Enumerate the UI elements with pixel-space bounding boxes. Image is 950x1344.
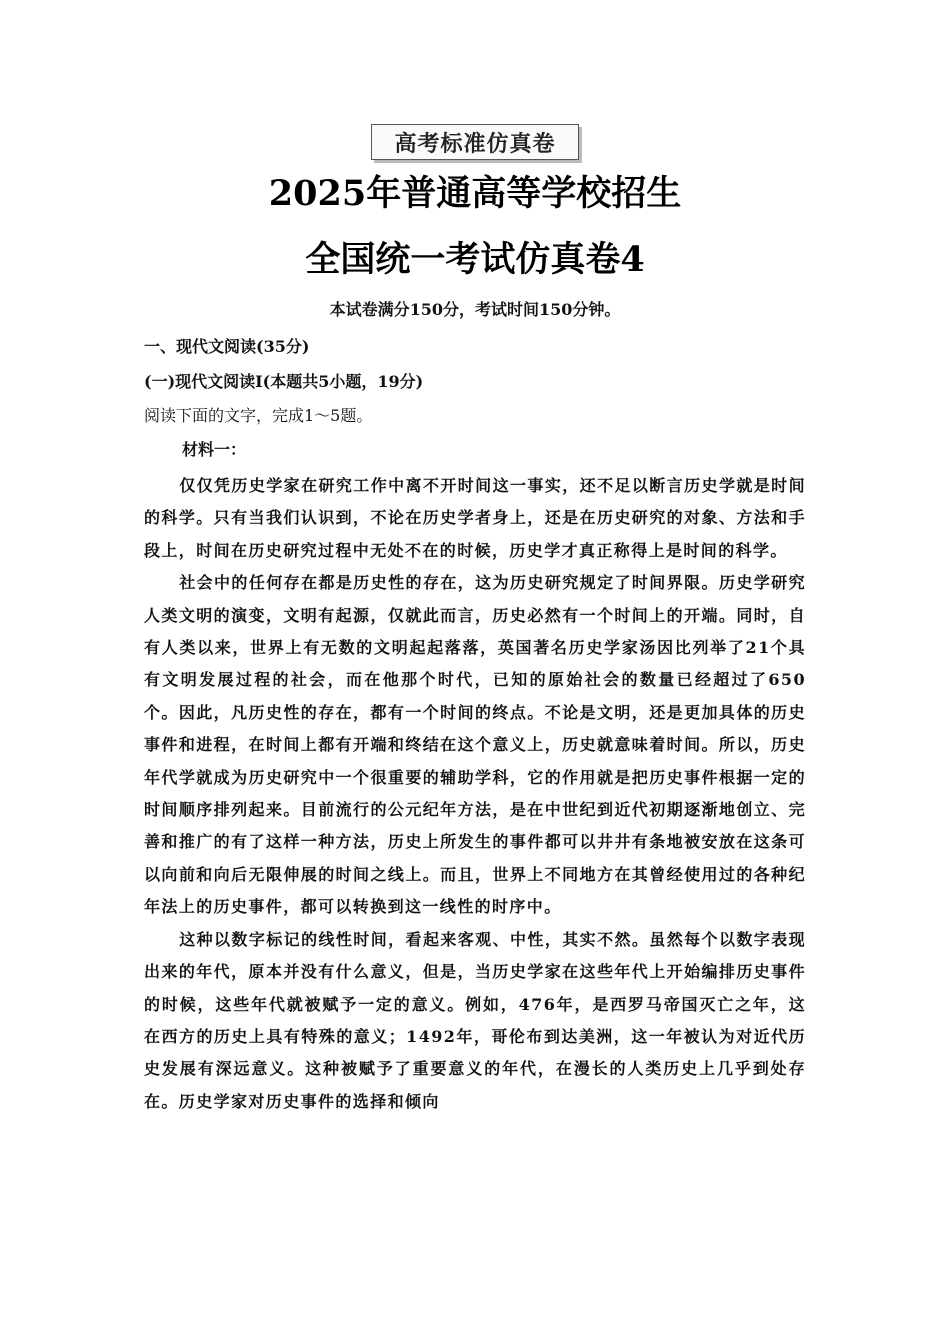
subsection-heading: (一)现代文阅读Ⅰ(本题共5小题，19分) — [144, 372, 424, 391]
paragraph-2: 社会中的任何存在都是历史性的存在，这为历史研究规定了时间界限。历史学研究人类文明的演变，文明有起源，仅就此而言，历史必然有一个时间上的开端。同时，自有人类以来，世界上有无数的文明起起落落，英国著名历史学家汤因比列举了21个具有文明发展过程的社会，而在他那个时代，已知的原始社会的数量已经超过了650个。因此，凡历史性的存在，都有一个时间的终点。不论是文明，还是更加具体的历史事件和进程，在时间上都有开端和终结在这个意义上，历史就意味着时间。所以，历史年代学就成为历史研究中一个很重要的辅助学科，它的作用就是把历史事件根据一定的时间顺序排列起来。目前流行的公元纪年方法，是在中世纪到近代初期逐渐地创立、完善和推广的有了这样一种方法，历史上所发生的事件都可以井井有条地被安放在这条可以向前和向后无限伸展的时间之线上。而且，世界上不同地方在其曾经使用过的各种纪年法上的历史事件，都可以转换到这一线性的时序中。 — [144, 573, 806, 917]
exam-title-line2: 全国统一考试仿真卷4 — [305, 239, 645, 280]
reading-passage — [144, 470, 806, 1118]
exam-title-line1: 2025年普通高等学校招生 — [268, 173, 682, 214]
paragraph-1: 仅仅凭历史学家在研究工作中离不开时间这一事实，还不足以断言历史学就是时间的科学。只有当我们认识到，不论在历史学者身上，还是在历史研究的对象、方法和手段上，时间在历史研究过程中无处不在的时候，历史学才真正称得上是时间的科学。 — [144, 476, 806, 560]
reading-instruction: 阅读下面的文字，完成1～5题。 — [144, 406, 373, 425]
material-label: 材料一： — [182, 440, 247, 459]
exam-instructions: 本试卷满分150分，考试时间150分钟。 — [329, 300, 621, 319]
section-heading: 一、现代文阅读(35分) — [144, 337, 310, 356]
exam-type-badge: 高考标准仿真卷 — [371, 124, 579, 160]
paragraph-3: 这种以数字标记的线性时间，看起来客观、中性，其实不然。虽然每个以数字表现出来的年代，原本并没有什么意义，但是，当历史学家在这些年代上开始编排历史事件的时候，这些年代就被赋予一定的意义。例如，476年，是西罗马帝国灭亡之年，这在西方的历史上具有特殊的意义；1492年，哥伦布到达美洲，这一年被认为对近代历史发展有深远意义。这种被赋予了重要意义的年代，在漫长的人类历史上几乎到处存在。历史学家对历史事件的选择和倾向 — [144, 929, 806, 1111]
